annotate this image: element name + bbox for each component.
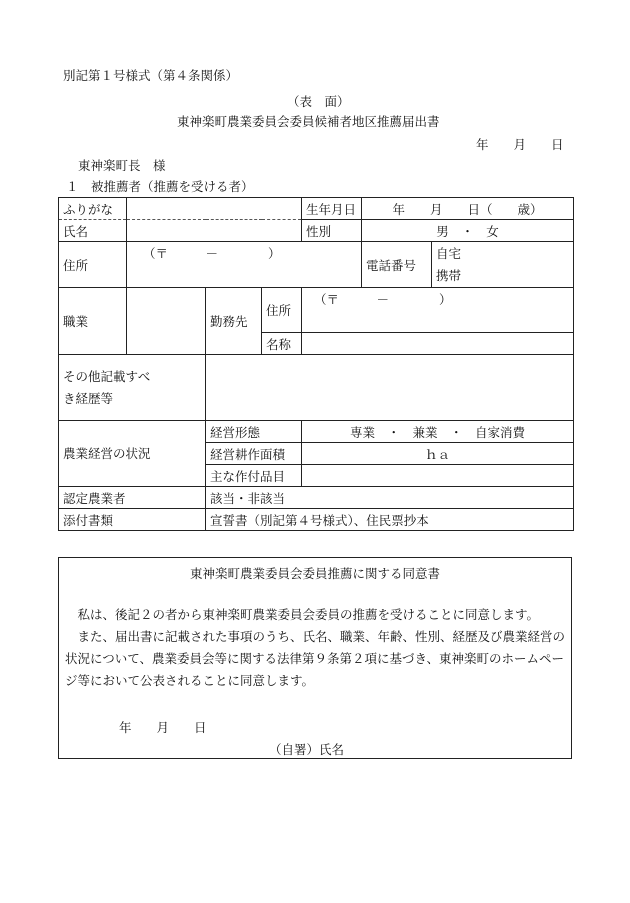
certified-row (59, 487, 574, 509)
furigana-row (59, 198, 574, 220)
workplace-address-label: 住所 (262, 288, 302, 333)
workplace-label: 勤務先 (206, 288, 262, 355)
mgmt-type-label: 経営形態 (206, 421, 302, 443)
workplace-postal-code: （〒 － ） (314, 292, 452, 307)
crop-field[interactable] (302, 465, 574, 487)
phone-mobile-label: 携帯 (436, 267, 462, 283)
workplace-address-field[interactable] (302, 288, 574, 333)
furigana-label: ふりがな (59, 198, 127, 220)
consent-paragraph-2: また、届出書に記載された事項のうち、氏名、職業、年齢、性別、経歴及び農業経営の状況について、農業委員会等に関する法律第９条第２項に基づき、東神楽町のホームページ等において公表されることに同意します。 (65, 629, 566, 688)
address-field[interactable] (127, 242, 362, 288)
attachments-row (59, 509, 574, 531)
job-label: 職業 (59, 288, 127, 355)
address-label: 住所 (59, 242, 127, 288)
certified-field[interactable]: 該当・非該当 (206, 487, 574, 509)
document-title: 東神楽町農業委員会委員候補者地区推薦届出書 (177, 114, 440, 129)
job-field[interactable] (127, 288, 206, 355)
phone-field[interactable] (432, 242, 574, 288)
attachments-label: 添付書類 (59, 509, 206, 531)
addressee: 東神楽町長 様 (78, 158, 166, 173)
other-row (59, 355, 574, 421)
section-heading: １ 被推薦者（推薦を受ける者） (66, 179, 254, 194)
consent-date[interactable]: 年 月 日 (119, 720, 207, 735)
birth-label: 生年月日 (302, 198, 362, 220)
other-field[interactable] (206, 355, 574, 421)
nominee-table (58, 197, 574, 531)
farm-label-text: 農業経営の状況 (63, 445, 151, 461)
crop-label: 主な作付品目 (206, 465, 302, 487)
mgmt-type-row (59, 421, 574, 443)
job-row (59, 288, 574, 333)
gender-label: 性別 (302, 220, 362, 242)
other-label-text: その他記載すべき経歴等 (63, 368, 151, 406)
furigana-field[interactable] (127, 198, 302, 220)
area-label: 経営耕作面積 (206, 443, 302, 465)
birth-field[interactable]: 年 月 日（ 歳） (362, 198, 574, 220)
gender-field[interactable]: 男 ・ 女 (362, 220, 574, 242)
consent-title: 東神楽町農業委員会委員推薦に関する同意書 (189, 566, 440, 581)
signature-label[interactable]: （自署）氏名 (269, 742, 345, 757)
consent-paragraph-1: 私は、後記２の者から東神楽町農業委員会委員の推薦を受けることに同意します。 (65, 607, 540, 622)
name-label: 氏名 (59, 220, 127, 242)
mgmt-type-field[interactable]: 専業 ・ 兼業 ・ 自家消費 (302, 421, 574, 443)
phone-label: 電話番号 (362, 242, 432, 288)
postal-code: （〒 － ） (143, 246, 281, 261)
attachments-field: 宣誓書（別記第４号様式）、住民票抄本 (206, 509, 574, 531)
page-side-label: （表 面） (287, 94, 350, 109)
name-row (59, 220, 574, 242)
certified-label: 認定農業者 (59, 487, 206, 509)
name-field[interactable] (127, 220, 302, 242)
other-label (59, 355, 206, 421)
form-number: 別記第１号様式（第４条関係） (63, 68, 239, 83)
area-field[interactable]: ｈａ (302, 443, 574, 465)
consent-box (58, 557, 572, 759)
submission-date: 年 月 日 (476, 137, 564, 152)
phone-home-label: 自宅 (436, 245, 462, 261)
workplace-name-field[interactable] (302, 333, 574, 355)
farm-label (59, 421, 206, 487)
address-row (59, 242, 574, 288)
workplace-name-label: 名称 (262, 333, 302, 355)
